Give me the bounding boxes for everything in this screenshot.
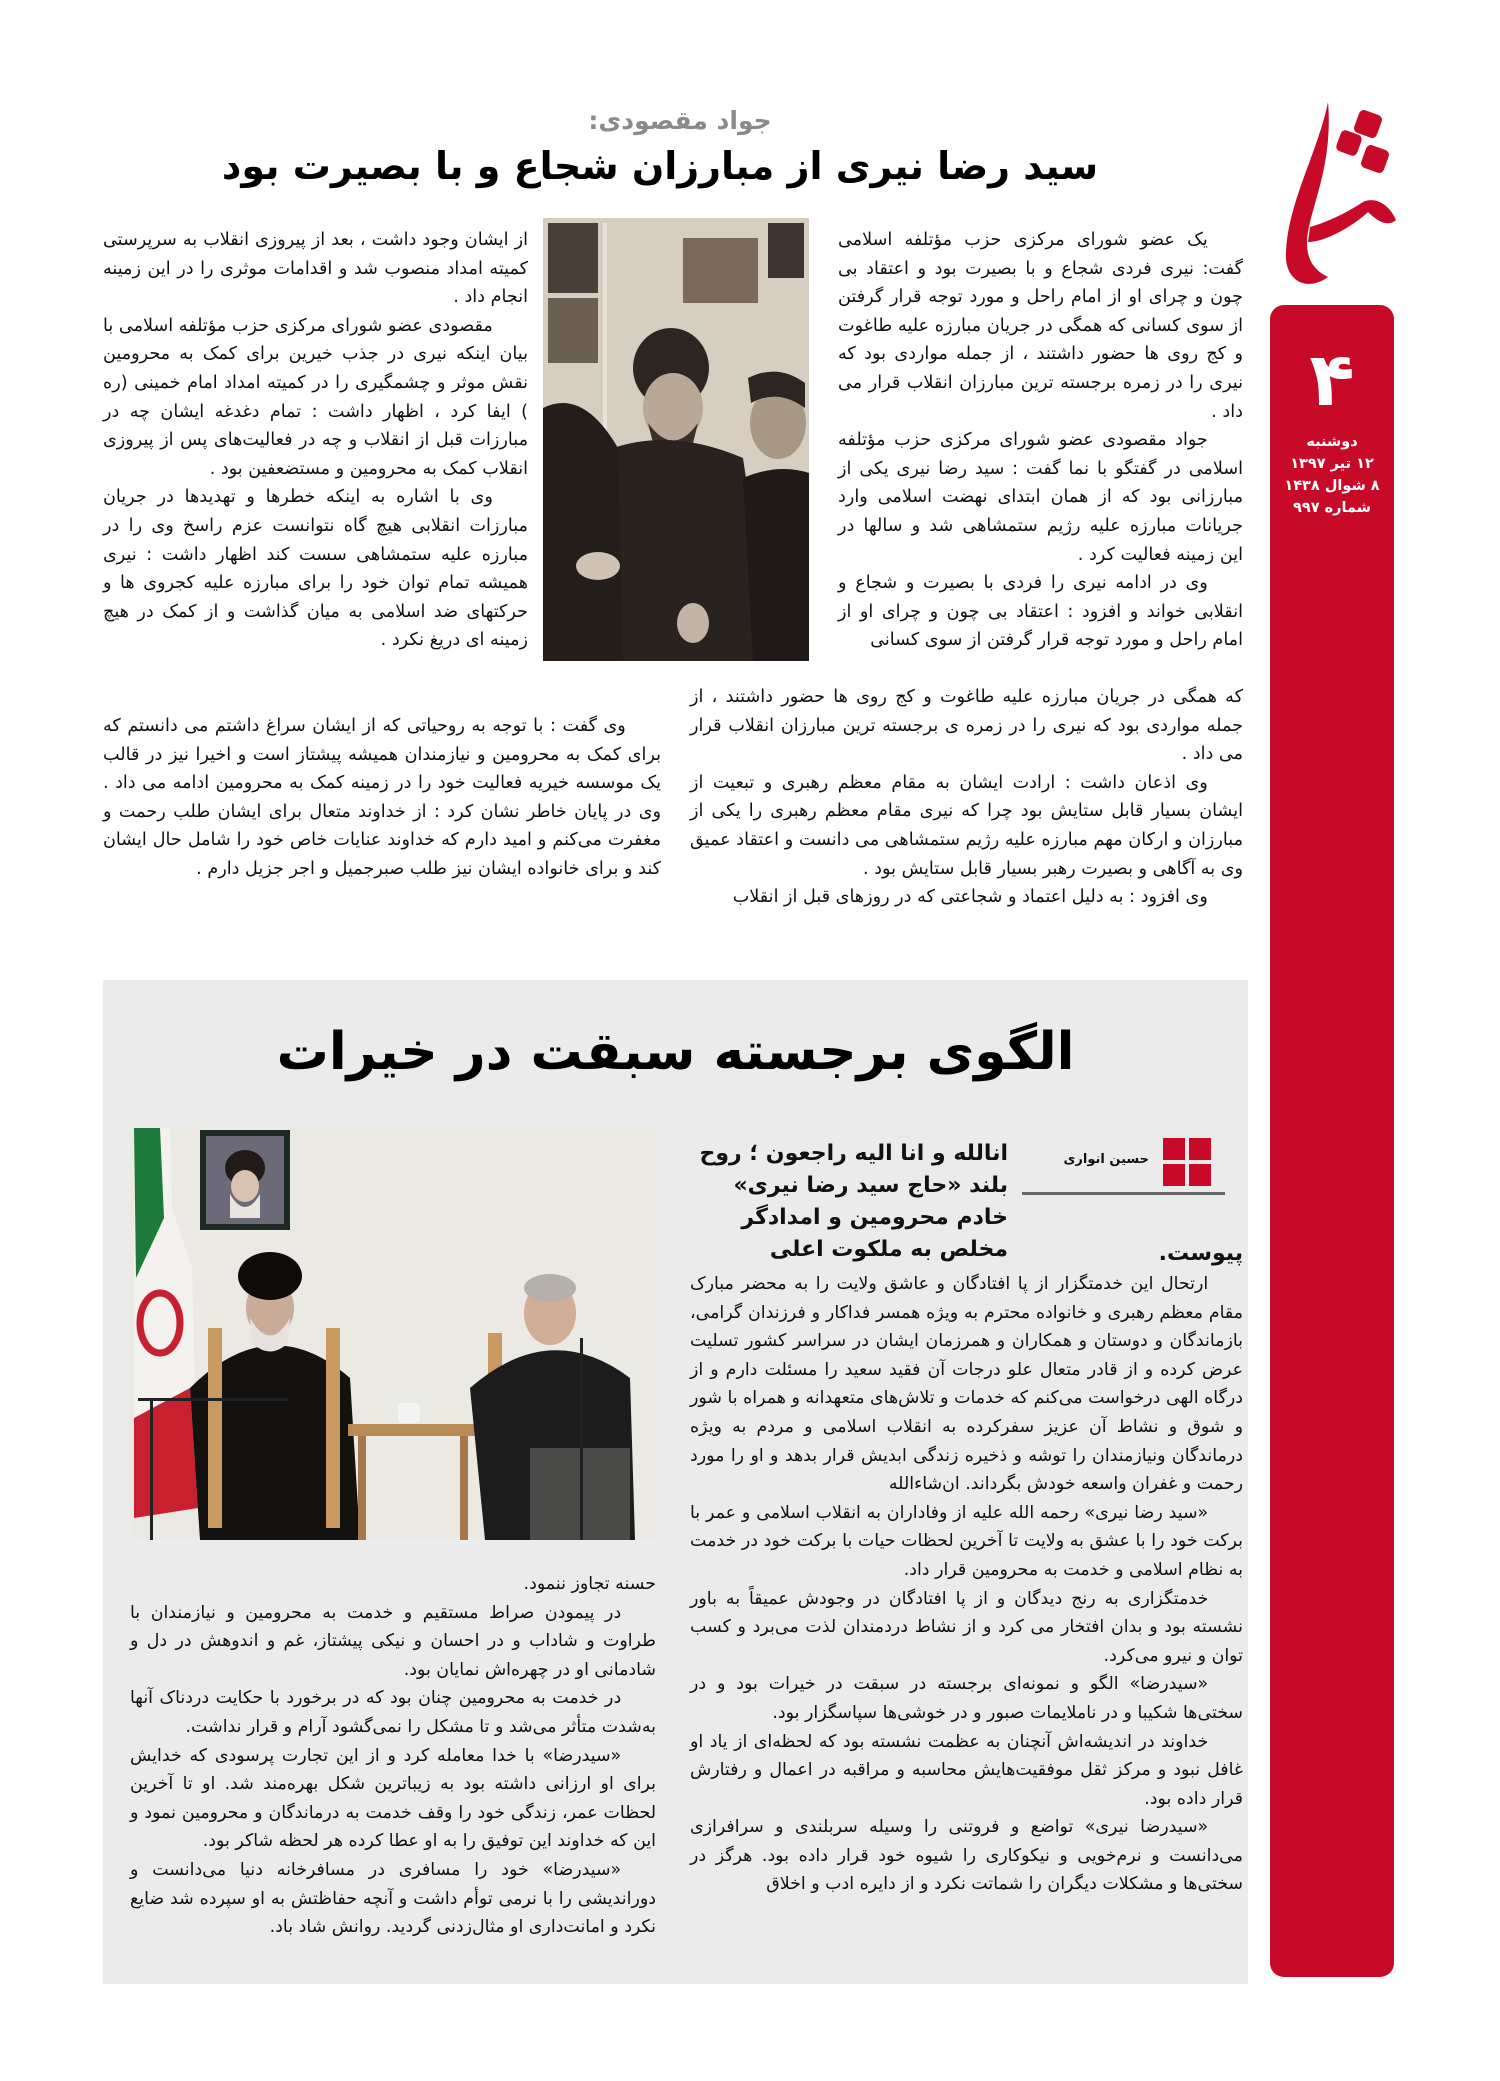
article2-lead-tail: پیوست.	[1158, 1241, 1243, 1266]
article2-column-right	[690, 1270, 1243, 1899]
author-byline	[1022, 1138, 1225, 1195]
paragraph: وی گفت : با توجه به روحیاتی که از ایشان سراغ داشتم می دانستم که برای کمک به محرومین و نیازمندان همیشه پیشتاز است و اخیرا نیز در قالب یک موسسه خیریه فعالیت خود را در زمینه کمک به محرومین ادامه می داد . وی در پایان خاطر نشان کرد : از خداوند متعال برای ایشان طلب رحمت و مغفرت می‌کنم و امید دارم که خداوند عنایات خاص خود را شامل حال ایشان کند و برای خانواده ایشان نیز طلب صبرجمیل و اجر جزیل دارم .	[103, 716, 661, 879]
article2-lead: انا‌لله و انا الیه راجعون ؛ روح بلند «حاج سید رضا نیری» خادم محرومین و امدادگر مخلص به ملکوت اعلی	[699, 1141, 1008, 1262]
paragraph: «سید رضا نیری» رحمه الله علیه از وفاداران به انقلاب اسلامی و عمر با برکت خود را با عشق به ولایت تا آخرین لحظات حیات با برکت خود در خدمت به نظام اسلامی و خدمت به محرومین قرار داد.	[690, 1502, 1243, 1580]
publication-logo	[1268, 92, 1398, 292]
paragraph: وی در ادامه نیری را فردی با بصیرت و شجاع و انقلابی خواند و افزود : اعتقاد بی چون و چرای او از امام راحل و مورد توجه قرار گرفتن از سوی کسانی	[838, 573, 1243, 651]
article2-column-left	[130, 1570, 656, 1942]
archival-photo-image	[543, 218, 809, 661]
paragraph: خدمتگزاری به رنج دیدگان و از پا افتادگان در وجودش عمیقاً به باور نشسته بود و بدان افتخار می کرد و از نشاط دردمندان لذت می‌برد و کسب توان و نیرو می‌کرد.	[690, 1588, 1243, 1666]
issue-number: شماره ۹۹۷	[1293, 500, 1371, 516]
paragraph: «سیدرضا» الگو و نمونه‌ای برجسته در سبقت در خیرات بود و در سختی‌ها شکیبا و در ناملایمات صبور و در خوشی‌ها سپاسگزار بود.	[690, 1674, 1243, 1723]
article1-column-right-wide	[690, 683, 1243, 912]
author-name: حسین انواری	[1063, 1152, 1149, 1167]
paragraph: «سیدرضا نیری» تواضع و فروتنی را وسیله سربلندی و سرافرازی می‌دانست و نرم‌خویی و نیکوکاری را شیوه خود قرار داده بود. هرگز در سختی‌ها و مشکلات دیگران را شماتت نکرد و از دایره ادب و اخلاق	[690, 1817, 1243, 1895]
paragraph: در خدمت به محرومین چنان بود که در برخورد با حکایت دردناک آنها به‌شدت متأثر می‌شد و تا مشکل را نمی‌گشود آرام و قرار نداشت.	[130, 1688, 656, 1737]
paragraph: وی اذعان داشت : ارادت ایشان به مقام معظم رهبری و تبعیت از ایشان بسیار قابل ستایش بود چرا که نیری مقام معظم رهبری را یکی از مبارزان و ارکان مهم مبارزه علیه رژیم ستمشاهی می دانست و اعتقاد عمیق وی به آگاهی و بصیرت رهبر بسیار قابل ستایش بود .	[690, 772, 1243, 879]
author-grid-icon	[1163, 1138, 1211, 1186]
meeting-photo-image	[130, 1128, 656, 1540]
article1-headline: سید رضا نیری از مبارزان شجاع و با بصیرت بود	[221, 144, 1099, 188]
paragraph: ارتحال این خدمتگزار از پا افتادگان و عاشق ولایت را به محضر مبارک مقام معظم رهبری و خانواده محترم به ویژه همسر فداکار و فرزندان گرامی، بازماندگان و دوستان و همکاران و همرزمان ایشان در سراسر کشور تسلیت عرض کرده و از قادر متعال علو درجات آن فقید سعید را مسئلت دارم و از درگاه الهی درخواست می‌کنم که خدمات و تلاش‌های متعهدانه و همراه با شور و شوق و نشاط آن عزیز سفرکرده به انقلاب اسلامی و مردم به ویژه درماندگان ونیازمندان را توشه و ذخیره زندگی ابدیش قرار بدهد و او را مورد رحمت و غفران واسعه خودش بگرداند. ان‌شاءالله	[690, 1274, 1243, 1495]
issue-weekday: دوشنبه	[1306, 434, 1358, 450]
logo-calligraphy-icon	[1268, 92, 1398, 292]
article1-column-right	[838, 226, 1243, 655]
paragraph: در پیمودن صراط مستقیم و خدمت به محرومین و نیازمندان با طراوت و شاداب و در احسان و نیکی پیشتاز، غم و اندوهش در دل و شادمانی او در چهره‌اش نمایان بود.	[130, 1602, 656, 1680]
paragraph: وی افزود : به دلیل اعتماد و شجاعتی که در روزهای قبل از انقلاب	[732, 887, 1208, 908]
issue-info	[1270, 431, 1394, 519]
article2-photo	[130, 1128, 656, 1540]
article1-kicker: جواد مقصودی:	[588, 106, 772, 135]
paragraph: «سیدرضا» با خدا معامله کرد و از این تجارت پرسودی که خدایش برای او ارزانی داشته بود به زیباترین شکل بهره‌مند شد. او تا آخرین لحظات عمر، زندگی خود را وقف خدمت به درماندگان و محرومین نمود و این که خداوند این توفیق را به او عطا کرده هر لحظه شاکر بود.	[130, 1745, 656, 1852]
paragraph: حسنه تجاوز ننمود.	[523, 1574, 656, 1594]
paragraph: «سیدرضا» خود را مسافری در مسافرخانه دنیا می‌دانست و دوراندیشی را با نرمی توأم داشت و آنچه حفاظتش به او سپرده شد ضایع نکرد و امانت‌داری او مثال‌زدنی گردید. روانش شاد باد.	[130, 1859, 656, 1938]
page-number: ۴	[1309, 337, 1355, 423]
paragraph: یک عضو شورای مرکزی حزب مؤتلفه اسلامی گفت: نیری فردی شجاع و با بصیرت بود و اعتقاد بی چون و چرای او از امام راحل و مورد توجه قرار گرفتن از سوی کسانی که همگی در جریان مبارزه علیه طاغوت و کج روی ها حضور داشتند ، از جمله مواردی بود که نیری را در زمره برجسته ترین مبارزان انقلاب قرار می داد .	[838, 230, 1243, 422]
paragraph: جواد مقصودی عضو شورای مرکزی حزب مؤتلفه اسلامی در گفتگو با نما گفت : سید رضا نیری یکی از مبارزانی بود که از همان ابتدای نهضت اسلامی وارد جریانات مبارزه علیه رژیم ستمشاهی شد و سالها در این زمینه فعالیت کرد .	[838, 430, 1243, 565]
paragraph: از ایشان وجود داشت ، بعد از پیروزی انقلاب به سرپرستی کمیته امداد منصوب شد و اقدامات موثری را در این زمینه انجام داد .	[103, 230, 528, 308]
article1-column-left	[103, 226, 528, 655]
article2-headline: الگوی برجسته سبقت در خیرات	[276, 1022, 1075, 1082]
article1-photo	[543, 218, 809, 661]
paragraph: خداوند در اندیشه‌اش آنچنان به عظمت نشسته بود که لحظه‌ای از یاد او غافل نبود و مرکز ثقل موفقیت‌هایش محاسبه و مراقبه در اعمال و رفتارش قرار داده بود.	[690, 1731, 1243, 1809]
paragraph: وی با اشاره به اینکه خطرها و تهدیدها در جریان مبارزات انقلابی هیچ گاه نتوانست عزم راسخ وی را در مبارزه علیه ستمشاهی سست کند اظهار داشت : نیری همیشه تمام توان خود را برای مبارزه علیه کجروی ها و حرکتهای ضد اسلامی به میان گذاشت و از کمک در هیچ زمینه ای دریغ نکرد .	[103, 487, 528, 651]
issue-date-solar: ۱۲ تیر ۱۳۹۷	[1290, 456, 1374, 472]
issue-date-lunar: ۸ شوال ۱۴۳۸	[1284, 478, 1380, 494]
issue-sidebar	[1270, 305, 1394, 1977]
article1-column-left-wide	[103, 712, 661, 884]
paragraph: که همگی در جریان مبارزه علیه طاغوت و کج روی ها حضور داشتند ، از جمله مواردی بود که نیری را در زمره ی برجسته ترین مبارزان انقلاب قرار می داد .	[690, 687, 1243, 765]
paragraph: مقصودی عضو شورای مرکزی حزب مؤتلفه اسلامی با بیان اینکه نیری در جذب خیرین برای کمک به محرومین نقش موثر و چشمگیری را در کمیته امداد امام خمینی (ره ) ایفا کرد ، اظهار داشت : تمام دغدغه ایشان چه در مبارزات قبل از انقلاب و چه در فعالیت‌های پس از پیروزی انقلاب کمک به محرومین و مستضعفین بود .	[103, 315, 528, 479]
